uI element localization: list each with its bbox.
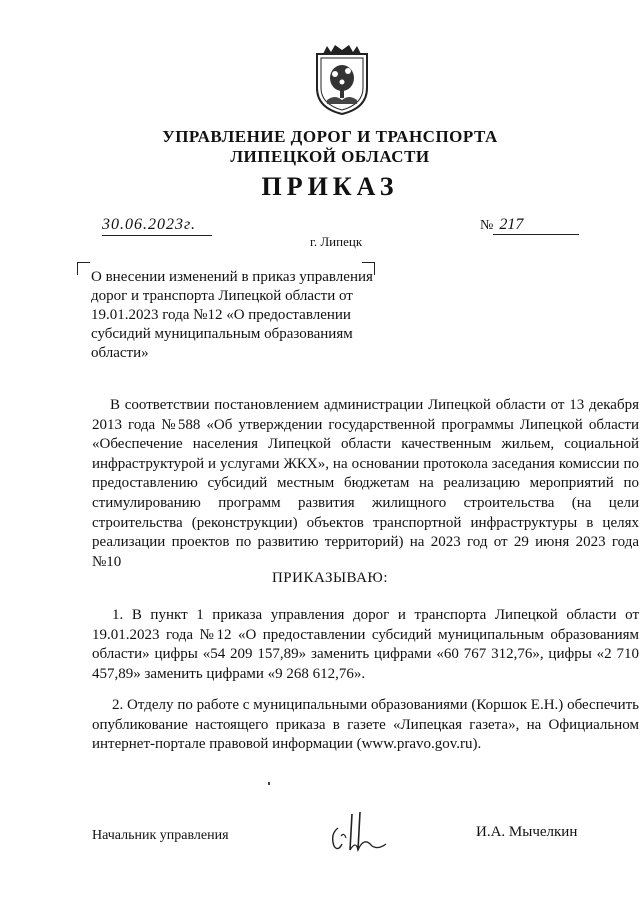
signatory-name: И.А. Мычелкин (476, 824, 578, 840)
handwritten-signature (328, 806, 398, 856)
coat-of-arms-emblem (313, 44, 371, 116)
order-item-1: 1. В пункт 1 приказа управления дорог и транспорта Липецкой области от 19.01.2023 года №12 «О предоставлении субсидий муниципальным образованиям области» цифры «54 209 157,89» заменить цифрами «60 767 312,76», цифры «2 710 457,89» заменить цифрами «9 268 612,76». (92, 607, 639, 682)
document-type-title: ПРИКАЗ (261, 172, 399, 201)
order-item-2: 2. Отделу по работе с муниципальными образованиями (Коршок Е.Н.) обеспечить опубликование настоящего приказа в газете «Липецкая газета», на Официальном интернет-портале правовой информации (www.pravo.gov.ru). (92, 697, 639, 753)
number-label: № (480, 218, 494, 233)
document-subject: О внесении изменений в приказ управления дорог и транспорта Липецкой области от 19.01.2023 года №12 «О предоставлении субсидий муниципальным образованиям области» (91, 269, 373, 361)
signatory-position: Начальник управления (92, 828, 229, 843)
document-date: 30.06.2023г. (102, 216, 212, 236)
subject-corner-left (77, 262, 90, 275)
document-city: г. Липецк (310, 234, 363, 249)
scan-mark (268, 782, 270, 785)
organization-name-line1: УПРАВЛЕНИЕ ДОРОГ И ТРАНСПОРТА (162, 127, 498, 146)
order-heading: ПРИКАЗЫВАЮ: (271, 570, 389, 586)
preamble-paragraph: В соответствии постановлением администрации Липецкой области от 13 декабря 2013 года №588 «Об утверждении государственной программы Липецкой области «Обеспечение населения Липецкой области качественным жильем, социальной инфраструктурой и услугами ЖКХ», на основании протокола заседания комиссии по предоставлению субсидий местным бюджетам на реализацию мероприятий по стимулированию программ развития жилищного строительства (на цели строительства (реконструкции) объектов транспортной инфраструктуры в целях реализации проектов по развитию территорий) на 2023 год от 29 июня 2023 года №10 (92, 397, 639, 570)
organization-name-line2: ЛИПЕЦКОЙ ОБЛАСТИ (230, 147, 430, 166)
document-number (480, 216, 579, 235)
number-value: 217 (493, 216, 579, 235)
